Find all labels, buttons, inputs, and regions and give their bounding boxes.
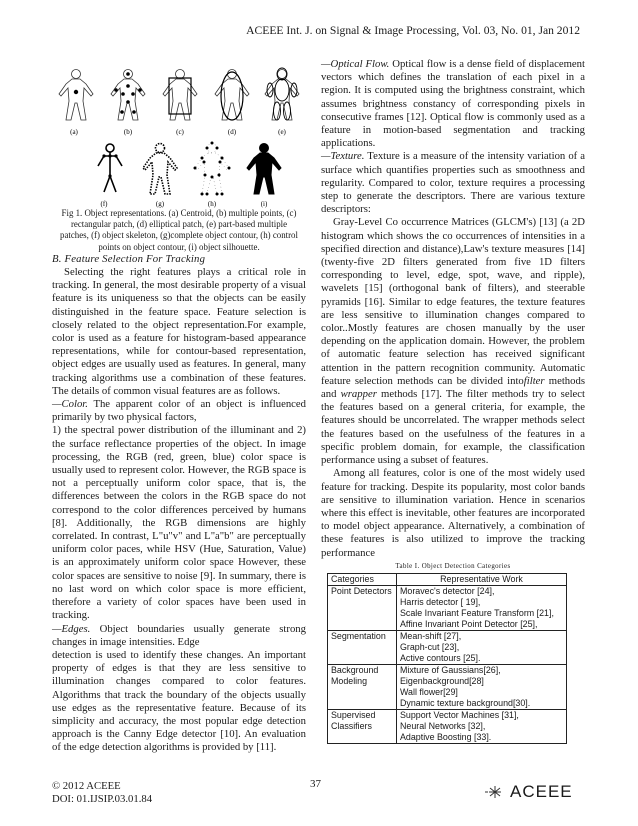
figure-caption: Fig 1. Object representations. (a) Centroid, (b) multiple points, (c) rectangular patch, (d) elliptical patch, (e) part-based multiple patches, (f) object skeleton, (g)complete object contour, (h) control points on object contour, (i) object silhouette. — [60, 208, 298, 252]
table-row — [328, 664, 567, 709]
figure-e-part-based-patches — [265, 68, 299, 120]
table-category: Background Modeling — [328, 664, 397, 709]
figure-label-h: (h) — [207, 200, 217, 208]
figure-a-centroid — [59, 70, 93, 121]
table-works: Mixture of Gaussians[26], Eigenbackground[28] Wall flower[29] Dynamic texture background[30]. — [397, 664, 567, 709]
doi: DOI: 01.IJSIP.03.01.84 — [52, 793, 153, 805]
figure-illustration — [52, 58, 306, 208]
term-optical-flow: —Optical Flow. — [321, 58, 390, 70]
term-texture: —Texture. — [321, 150, 365, 163]
figure-f-skeleton — [98, 144, 122, 192]
figure-h-contour-control-points — [194, 142, 231, 196]
term-edges: —Edges. — [52, 622, 91, 635]
aceee-logo — [484, 782, 573, 802]
figure-label-g: (g) — [155, 200, 165, 208]
figure-label-e: (e) — [278, 128, 286, 136]
paragraph-optical-flow: —Optical Flow. Optical flow is a dense field of displacement vectors which defines the translation of each pixel in a region. It is computed using the brightness constraint, which assumes brightness constancy of corresponding pixels in consecutive frames [12]. Optical flow is commonly used as a feature in motion-based segmentation and tracking applications. — [321, 58, 585, 150]
table-works: Support Vector Machines [31], Neural Networks [32], Adaptive Boosting [33]. — [397, 709, 567, 743]
figure-object-representations — [52, 58, 306, 208]
logo-star-icon — [484, 785, 506, 799]
figure-label-f: (f) — [100, 200, 108, 208]
copyright: © 2012 ACEEE — [52, 780, 121, 792]
figure-label-d: (d) — [227, 128, 237, 136]
table-caption: Table I. Object Detection Categories — [395, 562, 511, 570]
paragraph-texture: —Texture. Texture is a measure of the intensity variation of a surface which quantifies properties such as smoothness and regularity. Compared to color, texture requires a processing step to generate the descriptors. There are various texture descriptors: — [321, 150, 585, 216]
paragraph-among-features: Among all features, color is one of the most widely used feature for tracking. Despite its popularity, most color bands are sensitive to illumination variation. Hence in scenarios where this effect is inevitable, other features are incorporated to model object appearance. Alternatively, a combination of these features is also utilized to improve the tracking performance — [321, 467, 585, 559]
table-header-categories: Categories — [328, 573, 397, 585]
paragraph-glcm: Gray-Level Co occurrence Matrices (GLCM's) [13] (a 2D histogram which shows the co occurrences of intensities in a specified direction and distance),Law's texture measures [14] (twenty-five 2D filters generated from five 1D filters corresponding to level, edge, spot, wave, and ripple), wavelets [15] (orthogonal bank of filters), and steerable pyramids [16]. Similar to edge features, the texture features are less sensitive to illumination changes compared to color..Mostly features are chosen manually by the user depending on the application domain. However, the problem of automatic feature selection has received significant attention in the pattern recognition community. Automatic feature selection methods can be divided intofilter methods and wrapper methods [17]. The filter methods try to select the features based on a general criteria, for example, the features should be uncorrelated. The wrapper methods select the features based on the usefulness of the features in a specific problem domain, for example, the classification performance using a subset of features. — [321, 216, 585, 467]
table-header-work: Representative Work — [397, 573, 567, 585]
table-category: Supervised Classifiers — [328, 709, 397, 743]
paragraph-color-2: 1) the spectral power distribution of the illuminant and 2) the surface reflectance properties of the object. In image processing, the RGB (red, green, blue) color space is usually used to represent color. However, the RGB space is not a perceptually uniform color space, that is, the differences between the colors in the RGB space do not correspond to the color differences perceived by humans [8]. Additionally, the RGB dimensions are highly correlated. In contrast, L"u"v" and L"a"b" are perceptually uniform color paces, while HSV (Hue, Saturation, Value) is an approximately uniform color space However, these color spaces are sensitive to noise [9]. In summary, there is no last word on which color space is more efficient, therefore a variety of color spaces have been used in tracking. — [52, 424, 306, 622]
figure-d-elliptical-patch — [215, 70, 249, 121]
table-category: Segmentation — [328, 630, 397, 664]
table-works: Moravec's detector [24], Harris detector [ 19], Scale Invariant Feature Transform [21], Affine Invariant Point Detector [25], — [397, 585, 567, 630]
page-number: 37 — [310, 778, 321, 790]
paragraph-edges: —Edges. Object boundaries usually generate strong changes in image intensities. Edge — [52, 622, 306, 648]
figure-c-rectangular-patch — [163, 70, 197, 121]
paragraph-color: —Color. The apparent color of an object is influenced primarily by two physical factors, — [52, 398, 306, 424]
term-filter: filter — [523, 374, 545, 387]
table-row — [328, 585, 567, 630]
figure-b-multiple-points — [111, 70, 145, 121]
left-column — [52, 58, 306, 755]
table-row — [328, 630, 567, 664]
figure-i-silhouette — [247, 144, 281, 195]
figure-label-b: (b) — [123, 128, 133, 136]
running-header: ACEEE Int. J. on Signal & Image Processing, Vol. 03, No. 01, Jan 2012 — [246, 24, 580, 37]
table-category: Point Detectors — [328, 585, 397, 630]
logo-text: ACEEE — [510, 782, 573, 801]
paragraph-feature-selection: Selecting the right features plays a critical role in tracking. In general, the most desirable property of a visual feature is its uniqueness so that the objects can be easily distinguished in the feature space. Feature selection is closely related to the object representation.For example, color is used as a feature for histogram-based appearance representations, while for contour-based representation, object edges are usually used as features. In general, many tracking algorithms use a combination of these features. The details of common visual features are as follows. — [52, 266, 306, 397]
term-wrapper: wrapper — [340, 388, 377, 401]
figure-label-i: (i) — [260, 200, 268, 208]
figure-label-a: (a) — [70, 128, 78, 136]
figure-g-complete-contour — [143, 144, 177, 195]
right-column — [321, 58, 585, 744]
figure-label-c: (c) — [176, 128, 184, 136]
object-detection-table — [327, 573, 567, 744]
table-row — [328, 709, 567, 743]
paragraph-edges-2: detection is used to identify these changes. An important property of edges is that they are less sensitive to illumination changes compared to color features. Algorithms that track the boundary of the objects usually use edges as the representative feature. Because of its simplicity and accuracy, the most popular edge detection approach is the Canny Edge detector [10]. An evaluation of the edge detection algorithms is provided by [11]. — [52, 648, 306, 754]
table-works: Mean-shift [27], Graph-cut [23], Active contours [25]. — [397, 630, 567, 664]
footer-left — [52, 780, 152, 806]
term-color: —Color. — [52, 398, 88, 411]
table-header-row — [328, 573, 567, 585]
section-title: B. Feature Selection For Tracking — [52, 252, 206, 265]
